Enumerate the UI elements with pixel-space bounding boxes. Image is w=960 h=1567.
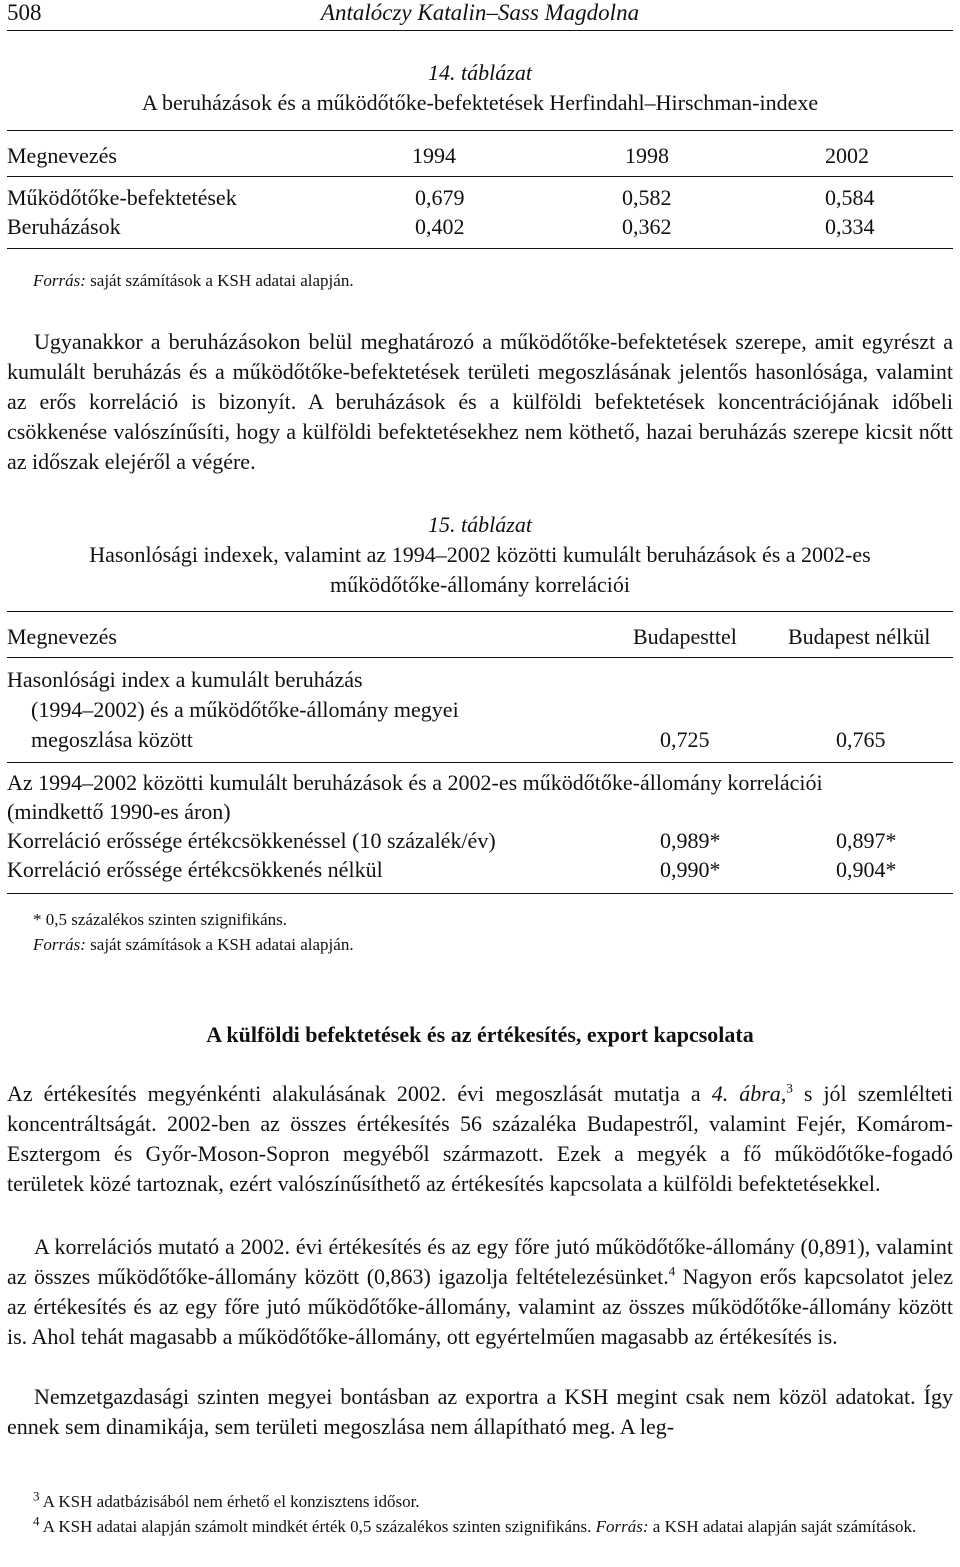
row-label: Beruházások [7,214,121,239]
table15-title-line2: működőtőke-állomány korrelációi [330,572,630,597]
table14-year: 1998 [625,143,669,168]
cell-value: 0,725 [660,727,710,752]
table-row [7,212,953,242]
table15-header-rule [7,657,953,658]
table15-mid-rule [7,762,953,763]
row-label: Korreláció erőssége értékcsökkenés nélkül [7,857,383,882]
table15-col-budapesttel: Budapesttel [633,624,737,649]
cell-value: 0,904* [836,857,897,882]
source-text: saját számítások a KSH adatai alapján. [85,935,354,954]
cell-value: 0,582 [622,185,672,210]
cell-value: 0,679 [415,185,465,210]
corr-heading-text: (mindkettő 1990-es áron) [7,799,231,824]
section-heading: A külföldi befektetések és az értékesítés, export kapcsolata [206,1022,754,1047]
table14-header-rule [7,176,953,177]
paragraph-text: s jól szemlélteti koncentráltságát. 2002-ben az összes értékesítés 56 százaléka Budapestről, valamint Fejér, Komárom-Esztergom és Győr-Moson-Sopron megyéből származott. Ezek a megyék a fő működőtőke-fogadó területek közé tartoznak, ezért valószínűsíthető az értékesítés kapcsolata a külföldi befektetésekkel. [7,1081,953,1196]
footnote-text: a KSH adatai alapján saját számítások. [648,1517,917,1536]
table14-year: 1994 [412,143,456,168]
table15-bottom-rule [7,893,953,894]
cell-value: 0,584 [825,185,875,210]
row-label: Korreláció erőssége értékcsökkenéssel (10 százalék/év) [7,828,496,853]
table15-note: * 0,5 százalékos szinten szignifikáns. [33,910,287,929]
running-header-authors: Antalóczy Katalin–Sass Magdolna [320,0,640,25]
similarity-line [7,725,953,755]
footnote-4 [7,1515,953,1539]
source-label: Forrás: [595,1517,649,1536]
cell-value: 0,362 [622,214,672,239]
similarity-line [7,665,953,695]
corr-heading-text: Az 1994–2002 közötti kumulált beruházások és a 2002-es működőtőke-állomány korrelációi [7,770,823,795]
table15-source [33,930,354,960]
cell-value: 0,897* [836,828,897,853]
running-header [7,0,953,31]
footnote-ref: 4 [668,1263,676,1279]
footnote-ref: 3 [786,1080,793,1096]
source-label: Forrás: [33,271,86,290]
cell-value: 0,989* [660,828,721,853]
table-row [7,183,953,213]
paragraph-3 [7,1232,953,1352]
paragraph-text: Az értékesítés megyénkénti alakulásának 2002. évi megoszlását mutatja a [7,1081,712,1106]
table14-header-row [7,141,953,171]
table15-col-budapest-nelkul: Budapest nélkül [788,624,931,649]
table-row [7,855,953,885]
table15-header-row [7,622,953,652]
source-label: Forrás: [33,935,86,954]
corr-heading [7,768,953,798]
footnote-mark: 4 [33,1513,40,1529]
footnote-mark: 3 [33,1488,40,1504]
table15-col-label: Megnevezés [7,624,117,649]
paragraph-2 [7,1079,953,1199]
paragraph-1: Ugyanakkor a beruházásokon belül meghatározó a működőtőke-befektetések szerepe, amit egyrészt a kumulált beruházás és a működőtőke-befektetések területi megoszlásának jelentős hasonlósága, valamint az erős korreláció is bizonyít. A beruházások és a külföldi befektetések koncentrációjának időbeli csökkenése valószínűsíti, hogy a külföldi befektetésekhez nem köthető, hazai beruházás szerepe kicsit nőtt az időszak elejéről a végére. [7,329,953,474]
cell-value: 0,990* [660,857,721,882]
table15-number: 15. táblázat [428,512,532,537]
similarity-line [7,695,953,725]
row-label: Működőtőke-befektetések [7,185,237,210]
corr-heading [7,797,953,827]
table14-year: 2002 [825,143,869,168]
table14-number: 14. táblázat [428,60,532,85]
table14-top-rule [7,130,953,131]
page-number: 508 [7,0,42,25]
table15-title-line1: Hasonlósági indexek, valamint az 1994–2002 közötti kumulált beruházások és a 2002-es [89,542,871,567]
table-row [7,826,953,856]
paragraph-text: , [780,1081,787,1106]
cell-value: 0,765 [836,727,886,752]
table14-col-label: Megnevezés [7,143,117,168]
footnote-text: A KSH adatbázisából nem érhető el konzisztens idősor. [39,1492,420,1511]
cell-value: 0,334 [825,214,875,239]
table14-title: A beruházások és a működőtőke-befektetések Herfindahl–Hirschman-indexe [141,90,819,115]
similarity-text: megoszlása között [31,727,193,752]
footnote-3 [7,1490,953,1514]
figure-reference: 4. ábra [711,1081,781,1106]
table15-top-rule [7,611,953,612]
cell-value: 0,402 [415,214,465,239]
paragraph-text: A korrelációs mutató a 2002. évi értékesítés és az egy főre jutó működőtőke-állomány (0,891), valamint az összes működőtőke-állomány között (0,863) igazolja feltételezésünket. [7,1234,953,1289]
footnote-text: A KSH adatai alapján számolt mindkét érték 0,5 százalékos szinten szignifikáns. [39,1517,596,1536]
similarity-text: Hasonlósági index a kumulált beruházás [7,667,363,692]
paragraph-4: Nemzetgazdasági szinten megyei bontásban az exportra a KSH megint csak nem közöl adatokat. Így ennek sem dinamikája, sem területi megoszlása nem állapítható meg. A leg- [7,1384,953,1439]
similarity-text: (1994–2002) és a működőtőke-állomány megyei [31,697,459,722]
source-text: saját számítások a KSH adatai alapján. [85,271,354,290]
table14-bottom-rule [7,248,953,249]
paragraph-text: Nagyon erős kapcsolatot jelez az értékesítés és az egy főre jutó működőtőke-állomány, valamint az összes működőtőke-állomány között is. Ahol tehát magasabb a működőtőke-állomány, ott egyértelműen magasabb az értékesítés is. [7,1264,954,1349]
table14-source [33,266,354,296]
